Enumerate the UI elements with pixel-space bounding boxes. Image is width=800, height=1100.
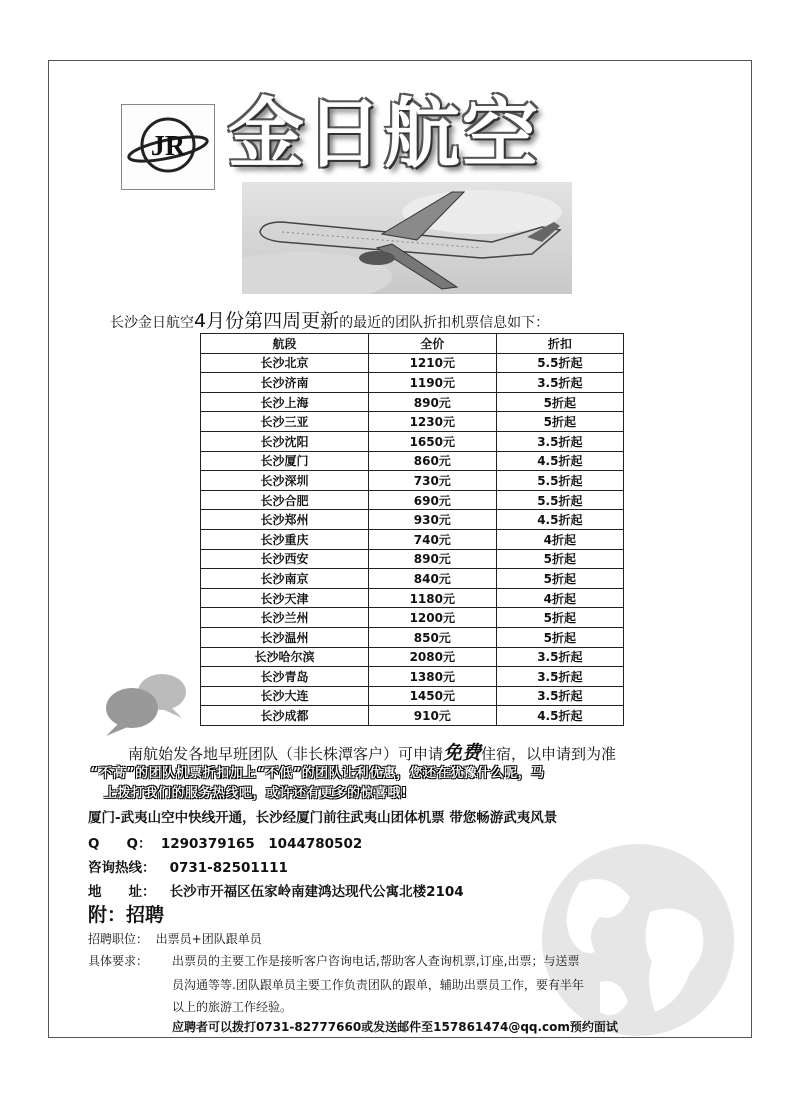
price-cell: 840元 [368,569,496,589]
route-cell: 长沙沈阳 [201,431,369,451]
discount-cell: 4折起 [496,588,623,608]
price-cell: 1190元 [368,373,496,393]
table-row [201,510,624,530]
discount-cell: 4.5折起 [496,706,623,726]
discount-cell: 3.5折起 [496,373,623,393]
qq-value: 1290379165 1044780502 [160,836,363,852]
price-cell: 2080元 [368,647,496,667]
discount-cell: 5折起 [496,608,623,628]
route-cell: 长沙厦门 [201,451,369,471]
hotline-value: 0731-82501111 [169,860,288,876]
col-route: 航段 [201,334,369,354]
intro-suffix: 的最近的团队折扣机票信息如下： [339,315,550,331]
table-row [201,412,624,432]
intro-prefix: 长沙金日航空 [110,315,194,331]
table-row [201,392,624,412]
notice-after: 住宿，以申请到为准 [481,745,617,763]
price-cell: 930元 [368,510,496,530]
discount-cell: 4折起 [496,529,623,549]
discount-cell: 5折起 [496,627,623,647]
price-cell: 1450元 [368,686,496,706]
route-cell: 长沙深圳 [201,471,369,491]
position-value: 出票员+团队跟单员 [155,932,262,946]
table-row [201,431,624,451]
table-row [201,706,624,726]
route-cell: 长沙上海 [201,392,369,412]
price-cell: 850元 [368,627,496,647]
table-row [201,627,624,647]
hotline-line [88,856,288,876]
route-cell: 长沙北京 [201,353,369,373]
speech-bubbles-icon [100,672,190,736]
table-row [201,353,624,373]
route-cell: 长沙重庆 [201,529,369,549]
discount-cell: 5.5折起 [496,471,623,491]
price-cell: 890元 [368,392,496,412]
table-row [201,549,624,569]
route-cell: 长沙西安 [201,549,369,569]
table-header-row [201,334,624,354]
price-cell: 1180元 [368,588,496,608]
intro-line [110,306,549,333]
address-line [88,880,464,900]
route-cell: 长沙兰州 [201,608,369,628]
route-cell: 长沙哈尔滨 [201,647,369,667]
logo-text: JR [150,131,186,162]
table-row [201,471,624,491]
route-cell: 长沙三亚 [201,412,369,432]
table-row [201,373,624,393]
airplane-photo [242,182,572,294]
xiamen-line: 厦门-武夷山空中快线开通，长沙经厦门前往武夷山团体机票 带您畅游武夷风景 [88,810,558,826]
hotline-label: 咨询热线： [88,860,156,876]
discount-cell: 4.5折起 [496,510,623,530]
position-label: 招聘职位： [88,932,149,946]
route-cell: 长沙济南 [201,373,369,393]
discount-cell: 5.5折起 [496,353,623,373]
route-cell: 长沙温州 [201,627,369,647]
price-cell: 1380元 [368,667,496,687]
notice-before: 南航始发各地早班团队（非长株潭客户）可申请 [128,745,444,763]
price-cell: 860元 [368,451,496,471]
route-cell: 长沙成都 [201,706,369,726]
discount-cell: 3.5折起 [496,686,623,706]
recruit-heading: 附：招聘 [88,904,165,926]
discount-cell: 5.5折起 [496,490,623,510]
route-cell: 长沙郑州 [201,510,369,530]
route-cell: 长沙大连 [201,686,369,706]
table-row [201,667,624,687]
jr-logo [121,104,215,190]
table-row [201,686,624,706]
airplane-icon [242,182,572,294]
qq-label: Q Q： [88,836,152,852]
price-cell: 910元 [368,706,496,726]
col-full-price: 全价 [368,334,496,354]
table-row [201,588,624,608]
discount-cell: 3.5折起 [496,647,623,667]
route-cell: 长沙合肥 [201,490,369,510]
price-cell: 1230元 [368,412,496,432]
table-row [201,529,624,549]
req-label: 具体要求： [88,954,149,968]
discount-cell: 3.5折起 [496,667,623,687]
req-line-4: 应聘者可以拨打0731-82777660或发送邮件至157861474@qq.com预约面试 [172,1020,618,1034]
address-label: 地 址： [88,884,156,900]
notice-free: 免费 [443,742,482,764]
discount-cell: 5折起 [496,392,623,412]
position-line [88,930,262,947]
promo-line-2: 上拨打我们的服务热线吧，或许还有更多的惊喜哦! [104,786,408,801]
price-cell: 1650元 [368,431,496,451]
req-line-2: 员沟通等等.团队跟单员主要工作负责团队的跟单，辅助出票员工作，要有半年 [172,978,584,992]
discount-cell: 5折起 [496,569,623,589]
brand-title: 金日航空 [228,89,540,178]
table-row [201,608,624,628]
route-cell: 长沙南京 [201,569,369,589]
price-cell: 730元 [368,471,496,491]
table-row [201,647,624,667]
price-cell: 740元 [368,529,496,549]
qq-line [88,832,362,852]
promo-line-1: “不高”的团队机票折扣加上“不低”的团队让利优惠，您还在犹豫什么呢，马 [90,766,545,781]
col-discount: 折扣 [496,334,623,354]
req-line-1: 出票员的主要工作是接听客户咨询电话,帮助客人查询机票,订座,出票；与送票 [172,954,580,968]
table-row [201,569,624,589]
address-value: 长沙市开福区伍家岭南建鸿达现代公寓北楼2104 [169,884,464,900]
notice-line [128,738,616,765]
req-line-3: 以上的旅游工作经验。 [172,1000,293,1014]
route-cell: 长沙青岛 [201,667,369,687]
intro-highlight: 4月份第四周更新 [194,310,340,332]
price-cell: 1210元 [368,353,496,373]
discount-cell: 5折起 [496,412,623,432]
discount-cell: 4.5折起 [496,451,623,471]
table-row [201,490,624,510]
price-cell: 1200元 [368,608,496,628]
route-cell: 长沙天津 [201,588,369,608]
fare-table [200,333,624,726]
table-row [201,451,624,471]
jr-logo-icon [122,105,214,189]
price-cell: 890元 [368,549,496,569]
discount-cell: 3.5折起 [496,431,623,451]
price-cell: 690元 [368,490,496,510]
discount-cell: 5折起 [496,549,623,569]
